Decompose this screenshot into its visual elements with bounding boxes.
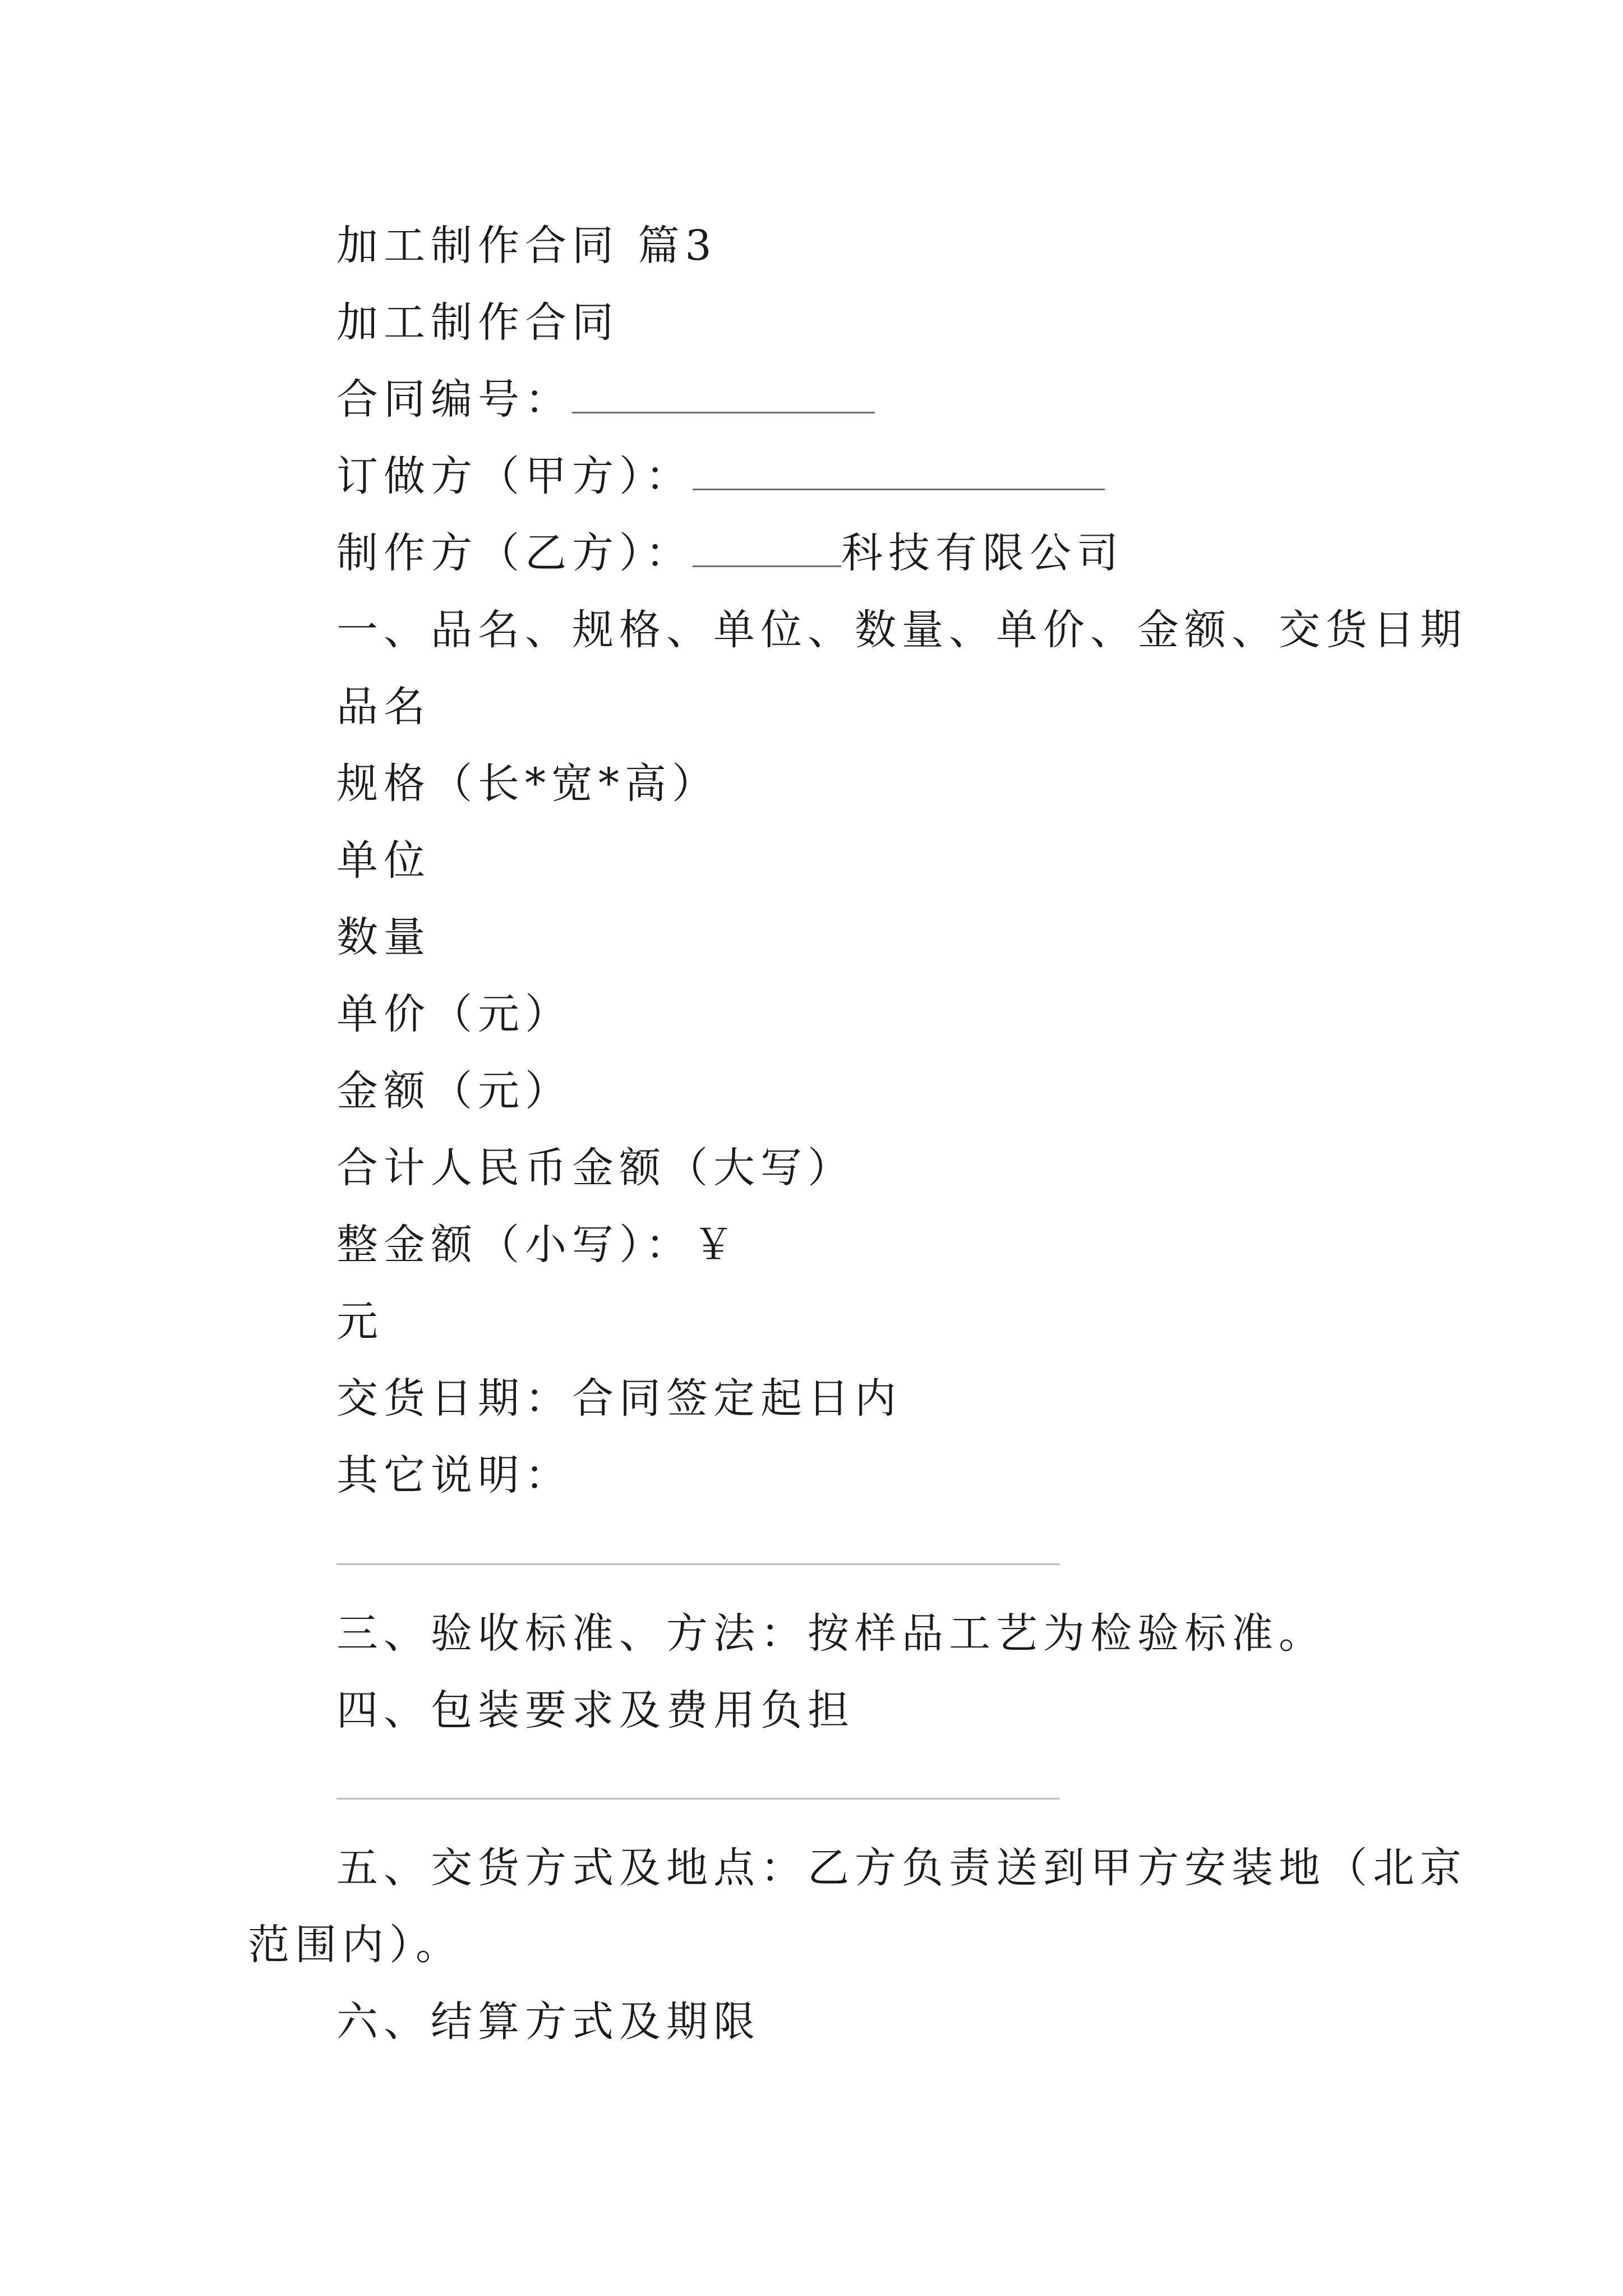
party-a-row (336, 448, 1105, 504)
section-4-underline (336, 1798, 1060, 1800)
party-b-suffix: 科技有限公司 (841, 529, 1124, 577)
field-total-capital: 合计人民币金额（大写） (336, 1144, 855, 1192)
other-notes-underline (336, 1563, 1060, 1565)
section-3: 三、验收标准、方法：按样品工艺为检验标准。 (336, 1609, 1326, 1658)
delivery-date: 交货日期：合同签定起日内 (336, 1374, 902, 1423)
amount-unit: 元 (336, 1297, 384, 1346)
party-b-row (336, 525, 1124, 581)
party-b-blank (693, 526, 841, 567)
section-4: 四、包装要求及费用负担 (336, 1686, 855, 1734)
contract-number-row (336, 371, 875, 427)
amount-small-label: 整金额（小写）：￥ (336, 1221, 740, 1269)
field-specification: 规格（长*宽*高） (336, 760, 719, 808)
section-6: 六、结算方式及期限 (336, 1998, 760, 2046)
contract-number-label: 合同编号： (336, 375, 572, 424)
section-5-line-2: 范围内）。 (248, 1921, 463, 1969)
party-a-label: 订做方（甲方）： (336, 452, 693, 500)
section-1-title: 一、品名、规格、单位、数量、单价、金额、交货日期 (336, 606, 1467, 654)
contract-number-blank (572, 372, 875, 413)
document-heading: 加工制作合同 篇3 (336, 222, 717, 270)
field-unit: 单位 (336, 836, 431, 885)
field-unit-price: 单价（元） (336, 990, 572, 1038)
section-5-line-1: 五、交货方式及地点：乙方负责送到甲方安装地（北京 (336, 1844, 1467, 1892)
party-a-blank (693, 449, 1105, 490)
field-amount: 金额（元） (336, 1067, 572, 1115)
document-title: 加工制作合同 (336, 298, 619, 347)
party-b-label: 制作方（乙方）： (336, 529, 693, 577)
field-quantity: 数量 (336, 913, 431, 961)
other-notes-label: 其它说明： (336, 1451, 572, 1499)
field-product-name: 品名 (336, 683, 431, 731)
